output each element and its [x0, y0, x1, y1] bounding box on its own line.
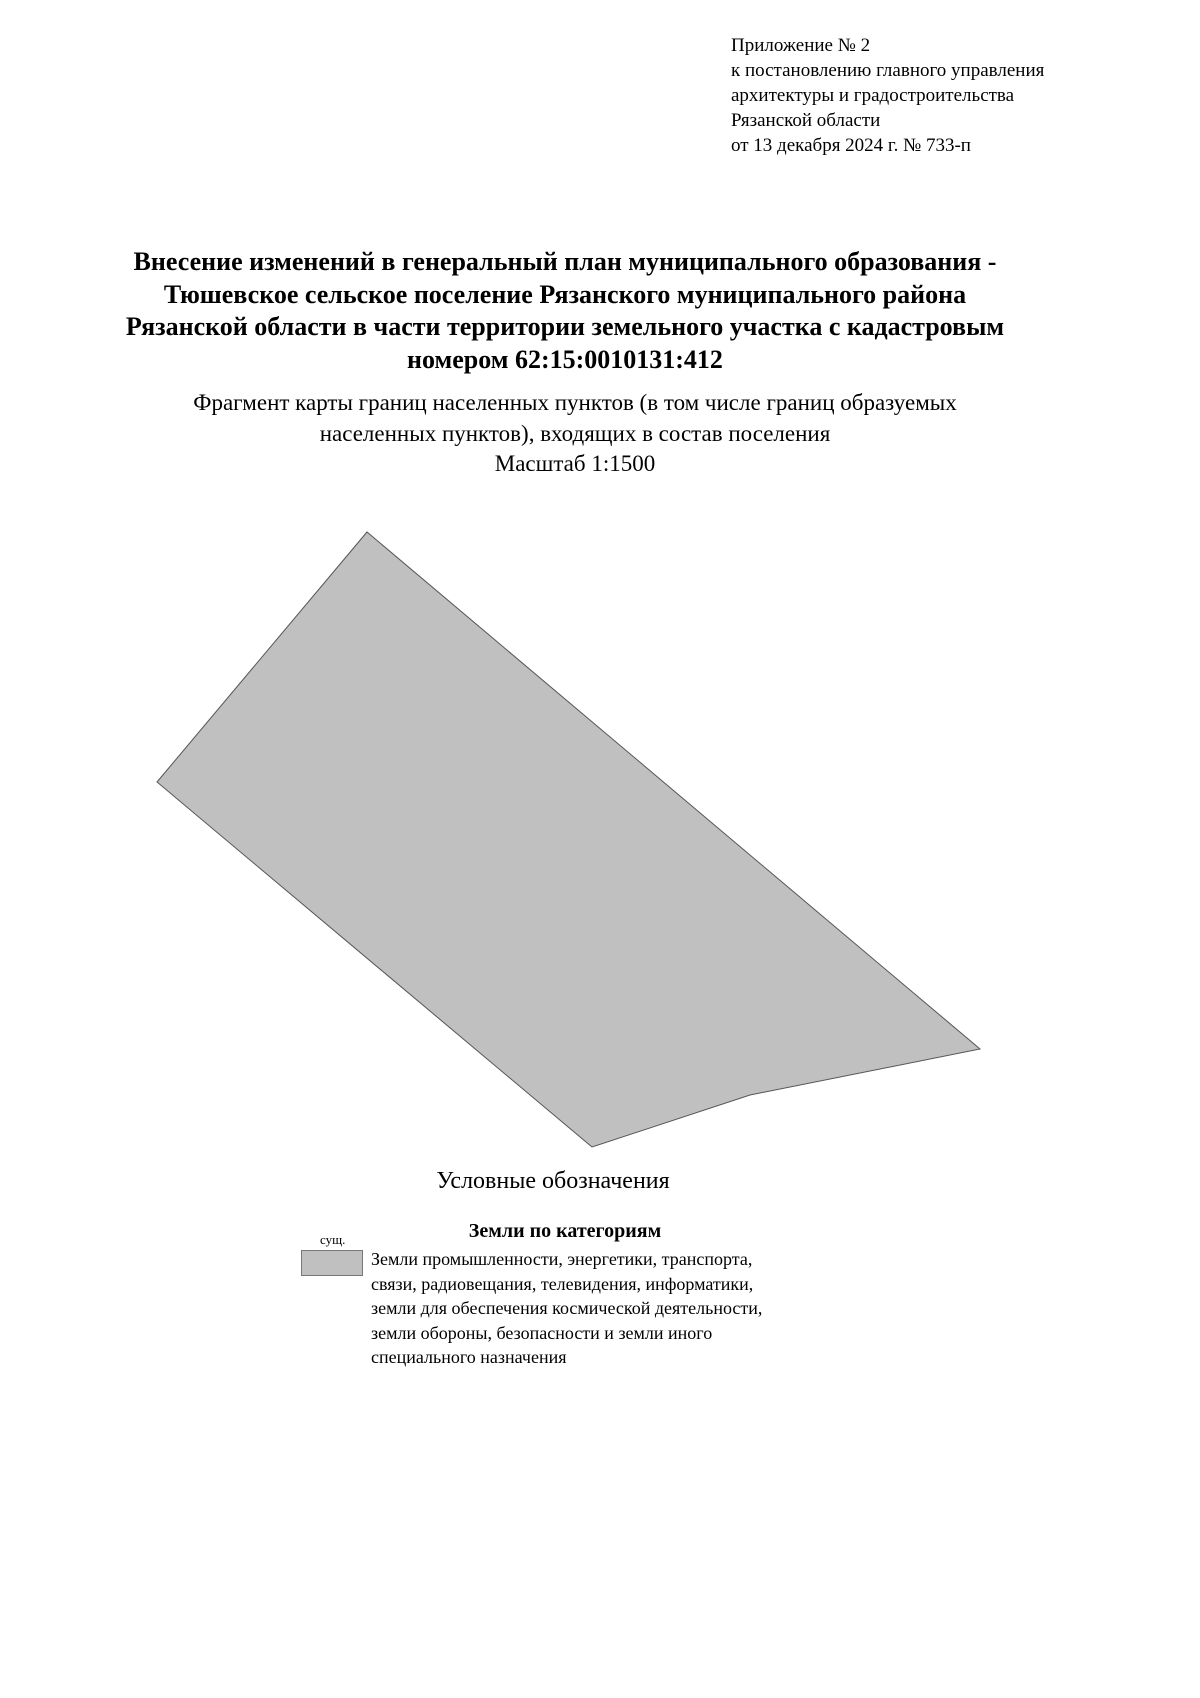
- land-parcel-polygon: [157, 532, 980, 1147]
- title-line: Тюшевское сельское поселение Рязанского муниципального района: [163, 279, 967, 309]
- header-line: Приложение № 2: [731, 35, 871, 56]
- legend-description-line: связи, радиовещания, телевидения, информатики,: [371, 1273, 754, 1294]
- title-line: номером 62:15:0010131:412: [407, 344, 723, 374]
- subtitle-line: населенных пунктов), входящих в состав поселения: [319, 420, 831, 446]
- legend-abbreviation: сущ.: [320, 1232, 346, 1247]
- header-line: архитектуры и градостроительства: [731, 85, 1015, 106]
- legend-description-line: земли для обеспечения космической деятельности,: [371, 1298, 763, 1318]
- legend-description-line: Земли промышленности, энергетики, транспорта,: [371, 1249, 753, 1269]
- legend-description-line: специального назначения: [371, 1347, 567, 1367]
- subtitle-line: Фрагмент карты границ населенных пунктов (в том числе границ образуемых: [193, 390, 957, 415]
- header-line: к постановлению главного управления: [731, 60, 1045, 81]
- legend-swatch: [301, 1250, 363, 1276]
- legend-description: [371, 1247, 762, 1370]
- legend-title: Условные обозначения: [436, 1168, 670, 1194]
- legend-description-line: земли обороны, безопасности и земли иного: [371, 1322, 713, 1343]
- map-scale: Масштаб 1:1500: [494, 451, 656, 476]
- header-line: от 13 декабря 2024 г. № 733-п: [731, 135, 971, 156]
- header-line: Рязанской области: [731, 110, 881, 131]
- title-line: Рязанской области в части территории земельного участка с кадастровым: [125, 312, 1005, 341]
- title-line: Внесение изменений в генеральный план муниципального образования -: [133, 247, 997, 276]
- legend-category-title: Земли по категориям: [468, 1220, 662, 1242]
